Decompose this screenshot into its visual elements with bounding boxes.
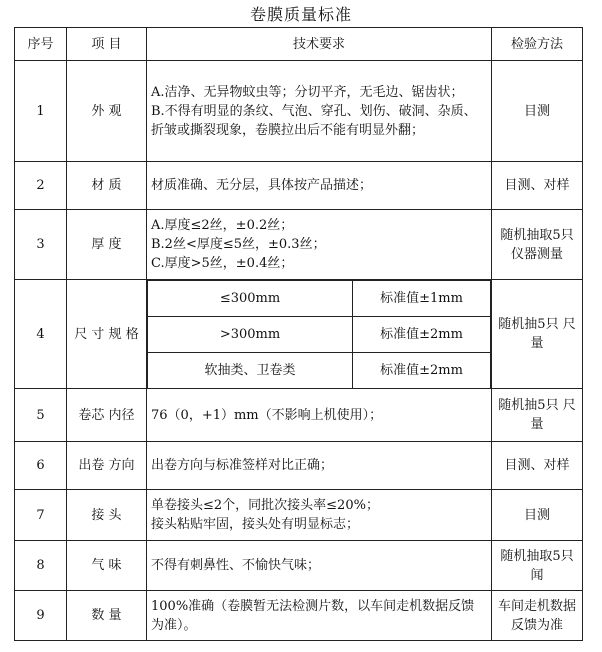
requirement-line: 100%准确（卷膜暂无法检测片数，以车间走机数据反馈为准）。 <box>151 598 475 633</box>
requirement-line: 出卷方向与标准签样对比正确； <box>151 458 334 473</box>
requirement-line: A.厚度≤2丝，±0.2丝； <box>151 218 294 233</box>
requirement-line: A.洁净、无异物蚊虫等；分切平齐，无毛边、锯齿状； <box>151 84 464 100</box>
table-header-row <box>15 28 583 61</box>
row-method: 随机抽5只 尺量 <box>492 280 583 389</box>
row-no: 3 <box>15 210 67 280</box>
subtable-row <box>148 281 491 317</box>
size-tolerance: 标准值±1mm <box>353 281 491 317</box>
row-item: 材 质 <box>67 162 147 210</box>
row-no: 5 <box>15 389 67 442</box>
requirement-line: C.厚度>5丝，±0.4丝； <box>151 256 294 271</box>
requirement-line: B.2丝<厚度≤5丝，±0.3丝； <box>151 237 326 252</box>
row-requirement <box>147 490 492 541</box>
row-requirement <box>147 541 492 591</box>
table-row <box>15 490 583 541</box>
size-tolerance: 标准值±2mm <box>353 317 491 353</box>
header-requirement: 技术要求 <box>147 28 492 61</box>
row-no: 7 <box>15 490 67 541</box>
table-row <box>15 442 583 490</box>
row-method: 目测 <box>492 61 583 162</box>
table-row <box>15 210 583 280</box>
requirement-line: 76（0，+1）mm（不影响上机使用）； <box>151 407 383 423</box>
requirement-line: 不得有刺鼻性、不愉快气味； <box>151 558 321 573</box>
row-no: 1 <box>15 61 67 162</box>
size-tolerance: 标准值±2mm <box>353 353 491 389</box>
size-range: ≤300mm <box>148 281 353 317</box>
row-no: 9 <box>15 591 67 641</box>
row-no: 4 <box>15 280 67 389</box>
table-row <box>15 591 583 641</box>
requirement-line: 单卷接头≤2个，同批次接头率≤20%； <box>151 498 379 513</box>
row-method: 车间走机数据反馈为准 <box>492 591 583 641</box>
size-range: >300mm <box>148 317 353 353</box>
row-no: 8 <box>15 541 67 591</box>
size-range: 软抽类、卫卷类 <box>148 353 353 389</box>
row-method: 目测、对样 <box>492 442 583 490</box>
table-row <box>15 541 583 591</box>
row-method: 目测 <box>492 490 583 541</box>
row-no: 6 <box>15 442 67 490</box>
row-item: 外 观 <box>67 61 147 162</box>
row-item: 数 量 <box>67 591 147 641</box>
subtable-row <box>148 317 491 353</box>
size-tolerance-subtable <box>147 280 491 388</box>
table-row <box>15 61 583 162</box>
row-requirement <box>147 389 492 442</box>
row-requirement <box>147 210 492 280</box>
row-item: 接 头 <box>67 490 147 541</box>
row-method: 随机抽取5只 仪器测量 <box>492 210 583 280</box>
quality-standard-table <box>14 27 583 641</box>
row-method: 随机抽5只 尺量 <box>492 389 583 442</box>
row-requirement <box>147 591 492 641</box>
row-item: 尺 寸 规 格 <box>67 280 147 389</box>
requirement-line: 材质准确、无分层，具体按产品描述； <box>151 178 373 193</box>
header-method: 检验方法 <box>492 28 583 61</box>
table-row <box>15 162 583 210</box>
requirement-line: 接头粘贴牢固，接头处有明显标志； <box>151 517 360 532</box>
row-method: 随机抽取5只闻 <box>492 541 583 591</box>
row-requirement <box>147 442 492 490</box>
table-row <box>15 280 583 389</box>
subtable-row <box>148 353 491 389</box>
row-item: 气 味 <box>67 541 147 591</box>
row-requirement <box>147 280 492 389</box>
header-no: 序号 <box>15 28 67 61</box>
row-method: 目测、对样 <box>492 162 583 210</box>
requirement-line: B.不得有明显的条纹、气泡、穿孔、划伤、破洞、杂质、折皱或撕裂现象，卷膜拉出后不能有明显外翻； <box>151 103 477 138</box>
document-title: 卷膜质量标准 <box>249 5 352 24</box>
header-item: 项 目 <box>67 28 147 61</box>
row-item: 厚 度 <box>67 210 147 280</box>
row-item: 出卷 方向 <box>67 442 147 490</box>
row-no: 2 <box>15 162 67 210</box>
table-row <box>15 389 583 442</box>
row-requirement <box>147 162 492 210</box>
row-requirement <box>147 61 492 162</box>
row-item: 卷芯 内径 <box>67 389 147 442</box>
